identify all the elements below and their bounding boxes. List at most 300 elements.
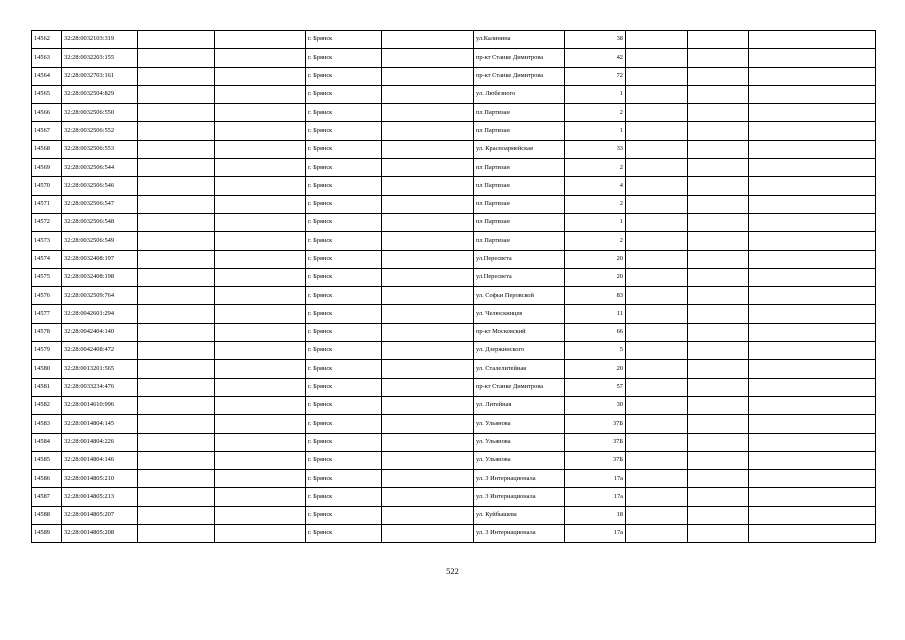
empty-cell — [138, 177, 215, 195]
table-row — [32, 451, 876, 469]
table-row — [32, 250, 876, 268]
street-cell: пр-кт Станке Димитрова — [474, 49, 565, 67]
empty-cell — [749, 104, 876, 122]
empty-cell — [138, 49, 215, 67]
empty-cell — [626, 433, 688, 451]
row-number-cell: 14570 — [32, 177, 62, 195]
table-row — [32, 49, 876, 67]
empty-cell — [382, 122, 474, 140]
table-row — [32, 396, 876, 414]
table-row — [32, 470, 876, 488]
empty-cell — [215, 31, 306, 49]
street-cell: ул. 3 Интернационала — [474, 525, 565, 543]
row-number-cell: 14581 — [32, 378, 62, 396]
row-number-cell: 14573 — [32, 232, 62, 250]
empty-cell — [626, 396, 688, 414]
cadastral-number-cell: 32:28:0032103:319 — [62, 31, 138, 49]
house-number-cell: 66 — [565, 323, 626, 341]
empty-cell — [749, 396, 876, 414]
empty-cell — [382, 31, 474, 49]
empty-cell — [215, 305, 306, 323]
house-number-cell: 42 — [565, 49, 626, 67]
house-number-cell: 2 — [565, 159, 626, 177]
cadastral-number-cell: 32:28:0014805:210 — [62, 470, 138, 488]
city-cell: г. Брянск — [306, 305, 382, 323]
empty-cell — [688, 31, 749, 49]
house-number-cell: 37Б — [565, 451, 626, 469]
city-cell: г. Брянск — [306, 49, 382, 67]
empty-cell — [382, 195, 474, 213]
table-row — [32, 488, 876, 506]
empty-cell — [749, 195, 876, 213]
city-cell: г. Брянск — [306, 488, 382, 506]
empty-cell — [138, 378, 215, 396]
empty-cell — [138, 195, 215, 213]
empty-cell — [749, 49, 876, 67]
empty-cell — [626, 213, 688, 231]
empty-cell — [749, 287, 876, 305]
table-body — [32, 31, 876, 543]
empty-cell — [626, 415, 688, 433]
city-cell: г. Брянск — [306, 85, 382, 103]
street-cell: ул. Софьи Перовской — [474, 287, 565, 305]
street-cell: пл Партизан — [474, 177, 565, 195]
empty-cell — [215, 177, 306, 195]
empty-cell — [749, 140, 876, 158]
city-cell: г. Брянск — [306, 415, 382, 433]
cadastral-number-cell: 32:28:0032506:552 — [62, 122, 138, 140]
city-cell: г. Брянск — [306, 213, 382, 231]
street-cell: пл Партизан — [474, 213, 565, 231]
empty-cell — [138, 287, 215, 305]
empty-cell — [688, 287, 749, 305]
empty-cell — [626, 195, 688, 213]
street-cell: пр-кт Станке Димитрова — [474, 378, 565, 396]
row-number-cell: 14567 — [32, 122, 62, 140]
empty-cell — [749, 433, 876, 451]
row-number-cell: 14589 — [32, 525, 62, 543]
house-number-cell: 38 — [565, 31, 626, 49]
house-number-cell: 17а — [565, 470, 626, 488]
empty-cell — [749, 159, 876, 177]
empty-cell — [749, 85, 876, 103]
table-row — [32, 213, 876, 231]
empty-cell — [626, 287, 688, 305]
empty-cell — [626, 85, 688, 103]
empty-cell — [749, 305, 876, 323]
empty-cell — [688, 415, 749, 433]
row-number-cell: 14583 — [32, 415, 62, 433]
row-number-cell: 14572 — [32, 213, 62, 231]
empty-cell — [138, 525, 215, 543]
empty-cell — [138, 305, 215, 323]
street-cell: ул.Пересвета — [474, 268, 565, 286]
empty-cell — [138, 213, 215, 231]
empty-cell — [749, 360, 876, 378]
empty-cell — [215, 213, 306, 231]
cadastral-number-cell: 32:28:0032506:546 — [62, 177, 138, 195]
empty-cell — [626, 360, 688, 378]
cadastral-number-cell: 32:28:0032506:548 — [62, 213, 138, 231]
table-row — [32, 305, 876, 323]
cadastral-number-cell: 32:28:0013201:565 — [62, 360, 138, 378]
empty-cell — [138, 67, 215, 85]
empty-cell — [749, 268, 876, 286]
empty-cell — [688, 140, 749, 158]
empty-cell — [382, 506, 474, 524]
empty-cell — [749, 122, 876, 140]
house-number-cell: 30 — [565, 396, 626, 414]
empty-cell — [138, 323, 215, 341]
row-number-cell: 14578 — [32, 323, 62, 341]
empty-cell — [382, 49, 474, 67]
row-number-cell: 14588 — [32, 506, 62, 524]
city-cell: г. Брянск — [306, 159, 382, 177]
empty-cell — [382, 232, 474, 250]
empty-cell — [382, 250, 474, 268]
street-cell: ул. 3 Интернационала — [474, 488, 565, 506]
empty-cell — [138, 159, 215, 177]
empty-cell — [749, 342, 876, 360]
house-number-cell: 17а — [565, 525, 626, 543]
empty-cell — [215, 49, 306, 67]
table-row — [32, 378, 876, 396]
table-row — [32, 506, 876, 524]
empty-cell — [626, 451, 688, 469]
empty-cell — [626, 49, 688, 67]
street-cell: пл Партизан — [474, 104, 565, 122]
empty-cell — [688, 104, 749, 122]
house-number-cell: 17а — [565, 488, 626, 506]
row-number-cell: 14586 — [32, 470, 62, 488]
empty-cell — [382, 396, 474, 414]
empty-cell — [382, 140, 474, 158]
empty-cell — [749, 31, 876, 49]
cadastral-number-cell: 32:28:0014805:213 — [62, 488, 138, 506]
cadastral-number-cell: 32:28:0032203:155 — [62, 49, 138, 67]
empty-cell — [688, 85, 749, 103]
cadastral-number-cell: 32:28:0032408:198 — [62, 268, 138, 286]
cadastral-number-cell: 32:28:0032506:553 — [62, 140, 138, 158]
empty-cell — [138, 342, 215, 360]
street-cell: ул.Калинина — [474, 31, 565, 49]
cadastral-number-cell: 32:28:0032506:547 — [62, 195, 138, 213]
house-number-cell: 37Б — [565, 415, 626, 433]
empty-cell — [749, 250, 876, 268]
empty-cell — [626, 250, 688, 268]
empty-cell — [626, 305, 688, 323]
empty-cell — [626, 342, 688, 360]
cadastral-number-cell: 32:28:0042404:140 — [62, 323, 138, 341]
house-number-cell: 20 — [565, 360, 626, 378]
empty-cell — [626, 323, 688, 341]
empty-cell — [626, 488, 688, 506]
row-number-cell: 14566 — [32, 104, 62, 122]
empty-cell — [382, 342, 474, 360]
empty-cell — [382, 67, 474, 85]
table-row — [32, 104, 876, 122]
empty-cell — [749, 451, 876, 469]
city-cell: г. Брянск — [306, 451, 382, 469]
empty-cell — [382, 305, 474, 323]
empty-cell — [382, 287, 474, 305]
empty-cell — [626, 104, 688, 122]
city-cell: г. Брянск — [306, 104, 382, 122]
empty-cell — [138, 31, 215, 49]
empty-cell — [626, 31, 688, 49]
empty-cell — [688, 213, 749, 231]
empty-cell — [382, 470, 474, 488]
empty-cell — [382, 213, 474, 231]
table-row — [32, 195, 876, 213]
empty-cell — [215, 250, 306, 268]
empty-cell — [215, 268, 306, 286]
street-cell: ул. Куйбышева — [474, 506, 565, 524]
empty-cell — [215, 159, 306, 177]
empty-cell — [382, 378, 474, 396]
cadastral-number-cell: 32:28:0014610:996 — [62, 396, 138, 414]
empty-cell — [215, 232, 306, 250]
table-row — [32, 122, 876, 140]
row-number-cell: 14564 — [32, 67, 62, 85]
cadastral-number-cell: 32:28:0014804:226 — [62, 433, 138, 451]
empty-cell — [626, 525, 688, 543]
empty-cell — [382, 159, 474, 177]
city-cell: г. Брянск — [306, 122, 382, 140]
cadastral-number-cell: 32:28:0032506:544 — [62, 159, 138, 177]
city-cell: г. Брянск — [306, 396, 382, 414]
city-cell: г. Брянск — [306, 31, 382, 49]
empty-cell — [215, 506, 306, 524]
empty-cell — [688, 268, 749, 286]
house-number-cell: 18 — [565, 506, 626, 524]
empty-cell — [215, 378, 306, 396]
cadastral-number-cell: 32:28:0032506:550 — [62, 104, 138, 122]
empty-cell — [138, 122, 215, 140]
row-number-cell: 14574 — [32, 250, 62, 268]
empty-cell — [626, 268, 688, 286]
city-cell: г. Брянск — [306, 268, 382, 286]
table-row — [32, 525, 876, 543]
house-number-cell: 37Б — [565, 433, 626, 451]
empty-cell — [215, 488, 306, 506]
empty-cell — [688, 323, 749, 341]
city-cell: г. Брянск — [306, 323, 382, 341]
empty-cell — [749, 177, 876, 195]
empty-cell — [749, 232, 876, 250]
empty-cell — [626, 177, 688, 195]
cadastral-number-cell: 32:28:0032506:549 — [62, 232, 138, 250]
street-cell: ул. Сталелитейная — [474, 360, 565, 378]
city-cell: г. Брянск — [306, 525, 382, 543]
table-row — [32, 287, 876, 305]
empty-cell — [688, 506, 749, 524]
house-number-cell: 1 — [565, 213, 626, 231]
empty-cell — [626, 378, 688, 396]
house-number-cell: 33 — [565, 140, 626, 158]
row-number-cell: 14577 — [32, 305, 62, 323]
row-number-cell: 14565 — [32, 85, 62, 103]
empty-cell — [215, 122, 306, 140]
empty-cell — [749, 213, 876, 231]
empty-cell — [626, 67, 688, 85]
table-row — [32, 268, 876, 286]
row-number-cell: 14569 — [32, 159, 62, 177]
empty-cell — [138, 488, 215, 506]
row-number-cell: 14571 — [32, 195, 62, 213]
city-cell: г. Брянск — [306, 67, 382, 85]
street-cell: ул. 3 Интернационала — [474, 470, 565, 488]
empty-cell — [688, 342, 749, 360]
empty-cell — [749, 415, 876, 433]
empty-cell — [382, 104, 474, 122]
empty-cell — [749, 470, 876, 488]
cadastral-number-cell: 32:28:0014805:208 — [62, 525, 138, 543]
empty-cell — [688, 396, 749, 414]
empty-cell — [688, 67, 749, 85]
empty-cell — [749, 506, 876, 524]
empty-cell — [688, 488, 749, 506]
row-number-cell: 14562 — [32, 31, 62, 49]
empty-cell — [749, 488, 876, 506]
empty-cell — [382, 451, 474, 469]
empty-cell — [138, 104, 215, 122]
table-row — [32, 323, 876, 341]
empty-cell — [215, 396, 306, 414]
empty-cell — [138, 451, 215, 469]
street-cell: пл Партизан — [474, 122, 565, 140]
row-number-cell: 14582 — [32, 396, 62, 414]
cadastral-number-cell: 32:28:0042408:472 — [62, 342, 138, 360]
page-number: 522 — [446, 566, 459, 576]
empty-cell — [626, 159, 688, 177]
empty-cell — [138, 396, 215, 414]
empty-cell — [382, 433, 474, 451]
cadastral-number-cell: 32:28:0032509:764 — [62, 287, 138, 305]
street-cell: пл Партизан — [474, 159, 565, 177]
empty-cell — [382, 177, 474, 195]
empty-cell — [382, 415, 474, 433]
city-cell: г. Брянск — [306, 177, 382, 195]
empty-cell — [138, 140, 215, 158]
empty-cell — [749, 323, 876, 341]
empty-cell — [215, 140, 306, 158]
row-number-cell: 14584 — [32, 433, 62, 451]
empty-cell — [688, 232, 749, 250]
house-number-cell: 1 — [565, 122, 626, 140]
empty-cell — [215, 415, 306, 433]
city-cell: г. Брянск — [306, 470, 382, 488]
row-number-cell: 14576 — [32, 287, 62, 305]
empty-cell — [688, 433, 749, 451]
cadastral-number-cell: 32:28:0032703:161 — [62, 67, 138, 85]
table-row — [32, 433, 876, 451]
city-cell: г. Брянск — [306, 250, 382, 268]
street-cell: ул. Литейная — [474, 396, 565, 414]
empty-cell — [215, 67, 306, 85]
city-cell: г. Брянск — [306, 287, 382, 305]
table-row — [32, 159, 876, 177]
cadastral-number-cell: 32:28:0032408:197 — [62, 250, 138, 268]
empty-cell — [626, 122, 688, 140]
table-row — [32, 342, 876, 360]
street-cell: пр-кт Станке Димитрова — [474, 67, 565, 85]
city-cell: г. Брянск — [306, 506, 382, 524]
house-number-cell: 2 — [565, 232, 626, 250]
empty-cell — [138, 268, 215, 286]
street-cell: ул. Челюскинцев — [474, 305, 565, 323]
empty-cell — [215, 342, 306, 360]
empty-cell — [688, 177, 749, 195]
row-number-cell: 14579 — [32, 342, 62, 360]
city-cell: г. Брянск — [306, 140, 382, 158]
empty-cell — [138, 85, 215, 103]
city-cell: г. Брянск — [306, 342, 382, 360]
table-row — [32, 31, 876, 49]
table-row — [32, 67, 876, 85]
street-cell: ул. Ульянова — [474, 415, 565, 433]
empty-cell — [626, 140, 688, 158]
city-cell: г. Брянск — [306, 378, 382, 396]
street-cell: ул. Красноармейская — [474, 140, 565, 158]
empty-cell — [215, 323, 306, 341]
empty-cell — [688, 250, 749, 268]
house-number-cell: 20 — [565, 268, 626, 286]
city-cell: г. Брянск — [306, 360, 382, 378]
house-number-cell: 4 — [565, 177, 626, 195]
empty-cell — [688, 49, 749, 67]
empty-cell — [138, 360, 215, 378]
empty-cell — [688, 159, 749, 177]
row-number-cell: 14585 — [32, 451, 62, 469]
empty-cell — [138, 415, 215, 433]
table-row — [32, 85, 876, 103]
empty-cell — [138, 470, 215, 488]
empty-cell — [688, 470, 749, 488]
empty-cell — [626, 506, 688, 524]
empty-cell — [382, 488, 474, 506]
street-cell: пл Партизан — [474, 232, 565, 250]
empty-cell — [138, 506, 215, 524]
street-cell: пр-кт Московский — [474, 323, 565, 341]
empty-cell — [215, 195, 306, 213]
row-number-cell: 14580 — [32, 360, 62, 378]
empty-cell — [382, 360, 474, 378]
cadastral-number-cell: 32:28:0032504:829 — [62, 85, 138, 103]
house-number-cell: 2 — [565, 104, 626, 122]
empty-cell — [138, 433, 215, 451]
empty-cell — [688, 378, 749, 396]
row-number-cell: 14563 — [32, 49, 62, 67]
empty-cell — [215, 287, 306, 305]
table-row — [32, 177, 876, 195]
row-number-cell: 14568 — [32, 140, 62, 158]
house-number-cell: 2 — [565, 195, 626, 213]
city-cell: г. Брянск — [306, 195, 382, 213]
cadastral-number-cell: 32:28:0014804:146 — [62, 451, 138, 469]
cadastral-number-cell: 32:28:0014805:207 — [62, 506, 138, 524]
empty-cell — [215, 470, 306, 488]
row-number-cell: 14587 — [32, 488, 62, 506]
house-number-cell: 5 — [565, 342, 626, 360]
empty-cell — [382, 323, 474, 341]
cadastral-number-cell: 32:28:0033234:476 — [62, 378, 138, 396]
house-number-cell: 83 — [565, 287, 626, 305]
table-row — [32, 415, 876, 433]
cadastral-number-cell: 32:28:0014804:145 — [62, 415, 138, 433]
empty-cell — [215, 433, 306, 451]
empty-cell — [626, 232, 688, 250]
